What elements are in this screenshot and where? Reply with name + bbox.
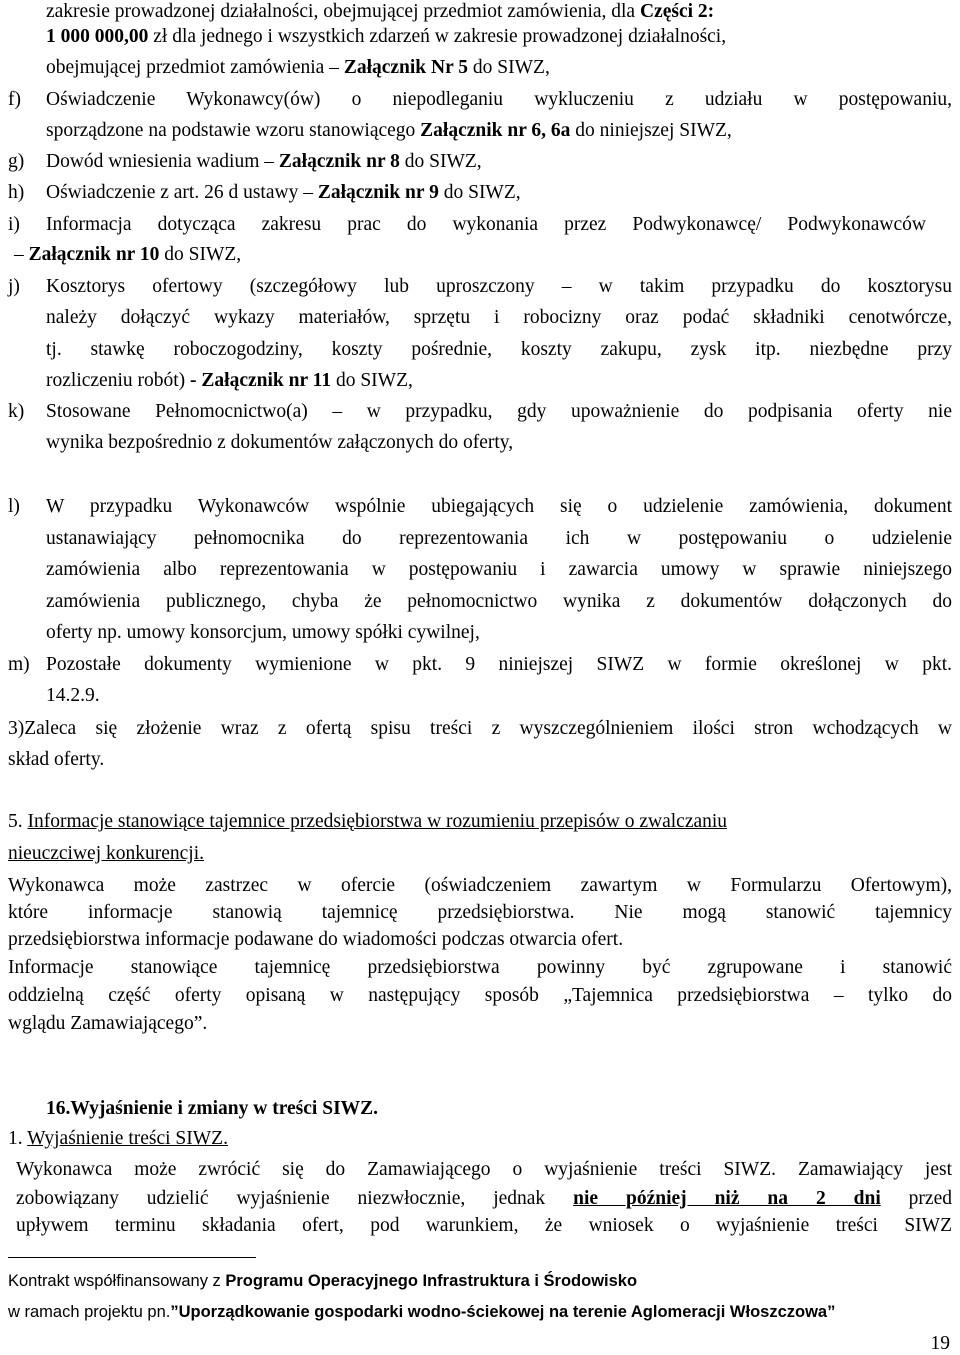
- text-line: zamówienia albo reprezentowania w postępowaniu i zawarcia umowy w sprawie niniejszego: [46, 559, 952, 580]
- list-marker: k): [8, 401, 25, 422]
- paragraph-line: zobowiązany udzielić wyjaśnienie niezwłocznie, jednak nie później niż na 2 dni przed: [16, 1188, 952, 1209]
- text-line: ustanawiający pełnomocnika do reprezentowania ich w postępowaniu o udzielenie: [46, 528, 952, 549]
- text-line: zakresie prowadzonej działalności, obejmującej przedmiot zamówienia, dla Części 2:: [46, 1, 715, 22]
- text-line: tj. stawkę roboczogodziny, koszty pośrednie, koszty zakupu, zysk itp. niezbędne przy: [46, 339, 952, 360]
- page-number: 19: [930, 1333, 950, 1354]
- footer-line: w ramach projektu pn.”Uporządkowanie gospodarki wodno-ściekowej na terenie Aglomeracji Włoszczowa”: [8, 1303, 836, 1321]
- paragraph-line: Wykonawca może zwrócić się do Zamawiającego o wyjaśnienie treści SIWZ. Zamawiający jest: [16, 1159, 952, 1180]
- paragraph-line: przedsiębiorstwa informacje podawane do wiadomości podczas otwarcia ofert.: [8, 929, 624, 950]
- paragraph-line: oddzielną część oferty opisaną w następujący sposób „Tajemnica przedsiębiorstwa – tylko do: [8, 985, 952, 1006]
- text-line: – Załącznik nr 10 do SIWZ,: [14, 244, 242, 265]
- text-line: obejmującej przedmiot zamówienia – Załącznik Nr 5 do SIWZ,: [46, 57, 550, 78]
- text-line: zamówienia publicznego, chyba że pełnomocnictwo wynika z dokumentów dołączonych do: [46, 591, 952, 612]
- footer-line: Kontrakt współfinansowany z Programu Operacyjnego Infrastruktura i Środowisko: [8, 1272, 638, 1290]
- text-line: 14.2.9.: [46, 685, 100, 706]
- list-marker: j): [8, 276, 20, 297]
- text-line: Stosowane Pełnomocnictwo(a) – w przypadku, gdy upoważnienie do podpisania oferty nie: [46, 401, 952, 422]
- list-marker: g): [8, 151, 25, 172]
- text-line: Dowód wniesienia wadium – Załącznik nr 8 do SIWZ,: [46, 151, 482, 172]
- text-line: Kosztorys ofertowy (szczegółowy lub uproszczony – w takim przypadku do kosztorysu: [46, 276, 952, 297]
- text-line: Pozostałe dokumenty wymienione w pkt. 9 niniejszej SIWZ w formie określonej w pkt.: [46, 654, 952, 675]
- text-line: Informacja dotycząca zakresu prac do wykonania przez Podwykonawcę/ Podwykonawców: [46, 214, 926, 235]
- text-line: W przypadku Wykonawców wspólnie ubiegających się o udzielenie zamówienia, dokument: [46, 496, 952, 517]
- text-line: oferty np. umowy konsorcjum, umowy spółki cywilnej,: [46, 622, 480, 643]
- section-heading: 5. Informacje stanowiące tajemnice przedsiębiorstwa w rozumieniu przepisów o zwalczaniu: [8, 811, 728, 832]
- text-line: rozliczeniu robót) - Załącznik nr 11 do SIWZ,: [46, 370, 413, 391]
- list-marker: f): [8, 89, 21, 110]
- paragraph-line: wglądu Zamawiającego”.: [8, 1013, 208, 1034]
- section-heading: 16.Wyjaśnienie i zmiany w treści SIWZ.: [46, 1098, 379, 1119]
- footer-divider: [8, 1257, 256, 1258]
- paragraph-line: Informacje stanowiące tajemnicę przedsiębiorstwa powinny być zgrupowane i stanowić: [8, 957, 952, 978]
- text-line: Oświadczenie Wykonawcy(ów) o niepodleganiu wykluczeniu z udziału w postępowaniu,: [46, 89, 952, 110]
- text-line: sporządzone na podstawie wzoru stanowiącego Załącznik nr 6, 6a do niniejszej SIWZ,: [46, 120, 732, 141]
- list-marker: l): [8, 496, 20, 517]
- text-line: Oświadczenie z art. 26 d ustawy – Załącznik nr 9 do SIWZ,: [46, 182, 521, 203]
- paragraph-line: które informacje stanowią tajemnicę przedsiębiorstwa. Nie mogą stanowić tajemnicy: [8, 902, 952, 923]
- paragraph-line: skład oferty.: [8, 749, 105, 770]
- list-marker: i): [8, 214, 20, 235]
- list-marker: m): [8, 654, 30, 675]
- list-marker: h): [8, 182, 25, 203]
- paragraph-line: Wykonawca może zastrzec w ofercie (oświadczeniem zawartym w Formularzu Ofertowym),: [8, 875, 952, 896]
- subsection-heading: 1. Wyjaśnienie treści SIWZ.: [8, 1128, 228, 1149]
- text-line: wynika bezpośrednio z dokumentów załączonych do oferty,: [46, 432, 514, 453]
- text-line: 1 000 000,00 zł dla jednego i wszystkich zdarzeń w zakresie prowadzonej działalności,: [46, 26, 727, 47]
- paragraph-line: 3)Zaleca się złożenie wraz z ofertą spisu treści z wyszczególnieniem ilości stron wchodzących w: [8, 718, 952, 739]
- paragraph-line: upływem terminu składania ofert, pod warunkiem, że wniosek o wyjaśnienie treści SIWZ: [16, 1215, 952, 1236]
- text-line: należy dołączyć wykazy materiałów, sprzętu i robocizny oraz podać składniki cenotwórcze,: [46, 307, 952, 328]
- section-heading: nieuczciwej konkurencji.: [8, 843, 204, 864]
